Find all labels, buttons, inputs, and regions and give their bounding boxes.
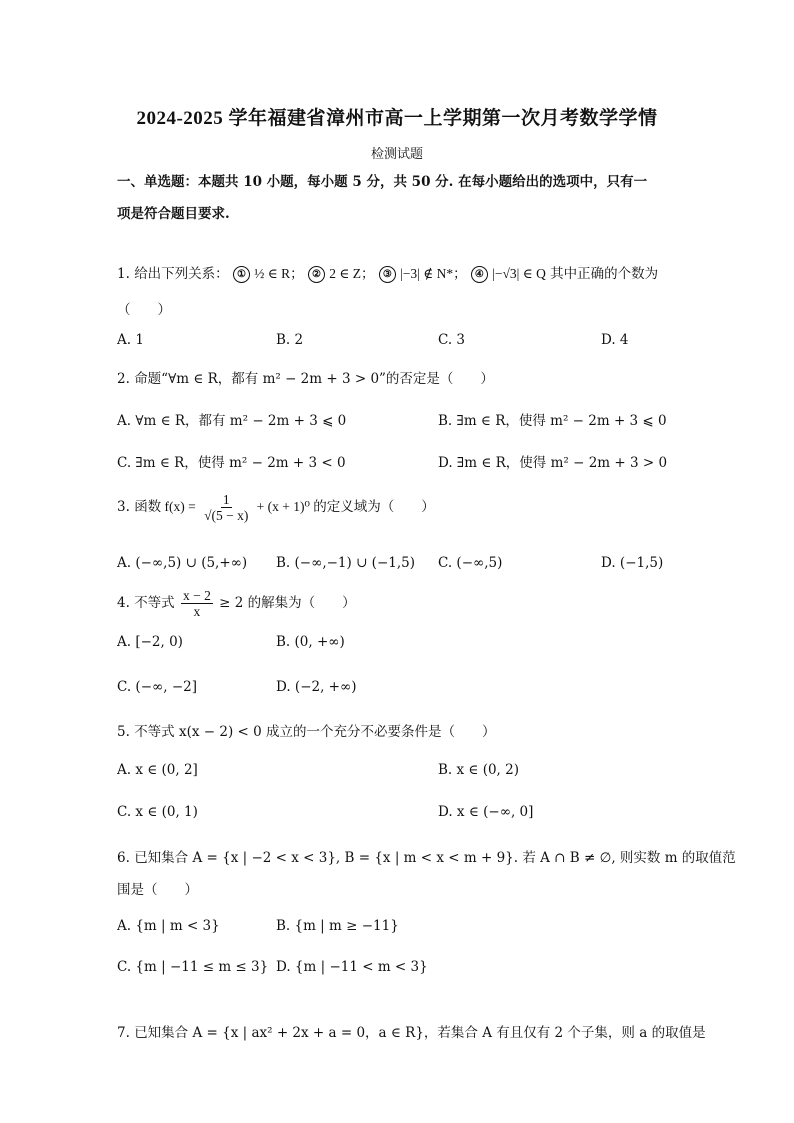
question-1-stem: 1. 给出下列关系： ① ½ ∈ R； ② 2 ∈ Z； ③ |−3| ∉ N*； ④ |−√3| ∈ Q 其中正确的个数为 (117, 266, 659, 282)
option-a: A. (−∞,5) ∪ (5,+∞) (117, 555, 248, 571)
option-b: B. (−∞,−1) ∪ (−1,5) (276, 555, 415, 571)
option-b: B. {m | m ≥ −11} (276, 918, 399, 934)
relation-marker-3: ③ (379, 266, 396, 283)
page-title: 2024-2025 学年福建省漳州市高一上学期第一次月考数学学情 (136, 108, 658, 129)
option-c: C. 3 (438, 332, 466, 348)
option-b: B. x ∈ (0, 2) (438, 762, 519, 778)
relation-marker-2: ② (308, 266, 325, 283)
option-d: D. ∃m ∈ R，使得 m² − 2m + 3 > 0 (438, 455, 668, 471)
option-c: C. {m | −11 ≤ m ≤ 3} (117, 959, 269, 975)
option-a: A. 1 (117, 332, 144, 348)
option-d: D. (−2, +∞) (276, 679, 357, 695)
question-text-tail: + (x + 1)⁰ 的定义域为（ ） (256, 499, 435, 514)
relation-1: ½ ∈ R (254, 266, 291, 281)
option-d: D. x ∈ (−∞, 0] (438, 804, 534, 820)
option-a: A. [−2, 0) (117, 634, 183, 650)
relation-4: |−√3| ∈ Q (492, 266, 546, 281)
question-number: 3. (117, 499, 130, 515)
question-text: 已知集合 A = {x | ax² + 2x + a = 0，a ∈ R}，若集合 A 有且仅有 2 个子集，则 a 的取值是 (134, 1025, 706, 1041)
option-c: C. (−∞, −2] (117, 679, 198, 695)
question-6-stem (117, 846, 736, 866)
question-2-stem (117, 367, 494, 387)
option-a: A. ∀m ∈ R，都有 m² − 2m + 3 ⩽ 0 (117, 413, 347, 429)
question-text: 命题“∀m ∈ R，都有 m² − 2m + 3 > 0”的否定是（ ） (134, 371, 494, 387)
option-c: C. x ∈ (0, 1) (117, 804, 198, 820)
option-a: A. {m | m < 3} (117, 918, 220, 934)
question-number: 5. (117, 724, 130, 740)
question-text: 不等式 x(x − 2) < 0 成立的一个充分不必要条件是（ ） (134, 724, 496, 740)
option-b: B. ∃m ∈ R，使得 m² − 2m + 3 ⩽ 0 (438, 413, 667, 429)
option-a: A. x ∈ (0, 2] (117, 762, 198, 778)
question-6-stem-cont: 围是（ ） (117, 882, 198, 898)
fraction-numerator: x − 2 (182, 588, 211, 603)
relation-2: 2 ∈ Z (329, 266, 361, 281)
relation-3: |−3| ∉ N* (400, 266, 454, 281)
relation-marker-4: ④ (471, 266, 488, 283)
fraction (181, 588, 213, 619)
question-number: 7. (117, 1025, 130, 1041)
fraction-denominator: √(5 − x) (204, 508, 249, 523)
question-number: 1. (117, 266, 130, 282)
option-d: D. 4 (601, 332, 629, 348)
option-c: C. (−∞,5) (438, 555, 503, 571)
question-3-stem (117, 492, 435, 523)
relation-marker-1: ① (233, 266, 250, 283)
option-d: D. {m | −11 < m < 3} (276, 959, 428, 975)
section-heading-line2: 项是符合题目要求. (117, 206, 230, 222)
question-4-stem (117, 588, 356, 619)
question-number: 4. (117, 595, 130, 611)
option-c: C. ∃m ∈ R，使得 m² − 2m + 3 < 0 (117, 455, 346, 471)
fraction-denominator: x (193, 604, 201, 619)
question-text-tail: ≥ 2 的解集为（ ） (219, 595, 356, 611)
question-number: 6. (117, 850, 130, 866)
question-text: 函数 f(x) = (134, 499, 196, 514)
question-text-tail: 其中正确的个数为 (550, 266, 659, 282)
option-b: B. (0, +∞) (276, 634, 345, 650)
option-d: D. (−1,5) (601, 555, 664, 571)
fraction-numerator: 1 (222, 492, 230, 507)
option-b: B. 2 (276, 332, 304, 348)
question-number: 2. (117, 371, 130, 387)
section-heading-line1: 一、单选题：本题共 10 小题，每小题 5 分，共 50 分. 在每小题给出的选项中，只有一 (117, 174, 648, 190)
fraction (202, 492, 250, 523)
question-text: 已知集合 A = {x | −2 < x < 3}, B = {x | m < x < m + 9}. 若 A ∩ B ≠ ∅, 则实数 m 的取值范 (134, 850, 736, 866)
page-subtitle: 检测试题 (370, 147, 423, 162)
question-7-stem (117, 1021, 706, 1041)
question-5-stem (117, 720, 496, 740)
answer-paren: （ ） (117, 302, 171, 318)
question-text: 不等式 (134, 595, 175, 611)
question-text: 给出下列关系： (134, 266, 229, 282)
